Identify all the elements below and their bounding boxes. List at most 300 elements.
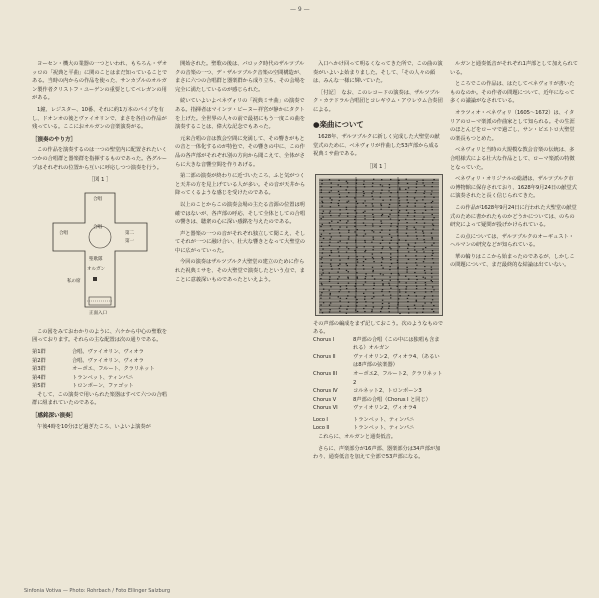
note-mark [391,272,392,273]
note-mark [346,222,347,223]
note-mark [323,302,324,303]
note-mark [389,203,390,204]
note-mark [422,305,423,306]
text-column-3 [313,60,443,580]
note-mark [390,218,391,219]
note-mark [423,276,424,277]
note-mark [320,309,321,310]
note-mark [340,220,341,221]
note-mark [338,202,339,203]
note-mark [382,274,383,275]
note-mark [423,235,424,236]
note-mark [373,236,374,237]
note-mark [424,222,425,223]
note-mark [405,288,406,289]
note-mark [363,190,364,191]
list-item-value: 8声部の合唱（Chorus I と同じ） [353,396,431,403]
note-mark [338,264,339,265]
note-mark [330,250,331,251]
note-mark [321,241,322,242]
note-mark [364,200,365,201]
note-mark [405,275,406,276]
note-mark [363,192,364,193]
note-mark [431,202,432,203]
note-mark [407,305,408,306]
note-mark [340,297,341,298]
note-mark [320,186,321,187]
note-mark [329,233,330,234]
label-organ: オルガン [87,266,105,272]
note-mark [390,253,391,254]
note-mark [365,289,366,290]
note-mark [389,184,390,185]
note-mark [372,223,373,224]
note-mark [416,300,417,301]
note-mark [416,285,417,286]
note-mark [330,210,331,211]
note-mark [365,224,366,225]
note-mark [365,281,366,282]
list-item-key: Chorus VI [313,405,338,412]
note-mark [346,201,347,202]
note-mark [329,212,330,213]
note-mark [414,215,415,216]
note-mark [348,200,349,201]
note-mark [390,248,391,249]
note-mark [422,182,423,183]
note-mark [425,255,426,256]
note-mark [322,248,323,249]
note-mark [372,195,373,196]
paragraph: 1鐘、レジスター、10番、それに約1万本のパイプを有し、ドオンオの後とヴァイオリンで、まさを各自の作品が残っている。ここにおオルガンの音楽演奏がる。 [32,106,167,131]
page-number: — 9 — [290,6,310,13]
note-mark [348,192,349,193]
list-item-key: Chorus IV [313,388,338,395]
note-mark [424,295,425,296]
note-mark [397,231,398,232]
note-mark [415,242,416,243]
note-mark [331,268,332,269]
list-item-key: Chorus II [313,353,336,360]
note-mark [348,291,349,292]
note-mark [339,291,340,292]
note-mark [422,230,423,231]
note-mark [348,231,349,232]
label-choir-center: 合唱 [93,224,102,230]
note-mark [363,268,364,269]
paragraph: ヨーセン・機大の業器の一つといわれ、もちろん・ザオッロの「祝典と平曲」に関のことはまだ知っていることである。当時の内からの作品を使った、サンカプルのオルガン製作者クリストフ・ユーゲンの重要としてベレガンの用がある。 [32,61,168,102]
note-mark [321,233,322,234]
note-mark [371,192,372,193]
note-mark [372,256,373,257]
note-mark [416,299,417,300]
note-mark [416,200,417,201]
paragraph: そして、この演奏で用いられた楽器はすべて六つの合唱群に組まれていたのである。 [32,391,167,407]
list-item [313,387,443,396]
note-mark [372,205,373,206]
note-mark [432,281,433,282]
note-mark [322,216,323,217]
list-item-key: 第1群 [32,348,46,355]
note-mark [364,230,365,231]
note-mark [414,210,415,211]
note-mark [391,239,392,240]
note-mark [339,193,340,194]
list-item [32,382,168,391]
note-mark [339,310,340,311]
note-mark [363,292,364,293]
note-mark [373,306,374,307]
note-mark [372,249,373,250]
note-mark [415,202,416,203]
note-mark [381,252,382,253]
note-mark [365,305,366,306]
note-mark [416,235,417,236]
note-mark [431,276,432,277]
note-mark [425,246,426,247]
note-mark [433,289,434,290]
note-mark [382,284,383,285]
note-mark [382,213,383,214]
note-mark [408,294,409,295]
note-mark [365,276,366,277]
note-mark [399,210,400,211]
note-mark [339,226,340,227]
note-mark [346,251,347,252]
note-mark [330,259,331,260]
note-mark [388,307,389,308]
note-mark [416,183,417,184]
note-mark [365,258,366,259]
note-mark [415,255,416,256]
note-mark [397,285,398,286]
note-mark [338,276,339,277]
note-mark [338,228,339,229]
note-mark [322,202,323,203]
note-mark [339,255,340,256]
list-item-key: 第3群 [32,366,46,373]
note-mark [380,184,381,185]
note-mark [389,187,390,188]
note-mark [347,220,348,221]
note-mark [357,277,358,278]
note-mark [372,185,373,186]
note-mark [382,258,383,259]
note-mark [431,308,432,309]
note-mark [331,252,332,253]
paragraph: さらに、声楽部分が16声部、器楽部分は34声部が加わり、通奏低音を加えて全部で53声部になる。 [313,445,441,461]
voicing-list [313,336,443,413]
note-mark [347,215,348,216]
note-mark [414,292,415,293]
note-mark [322,252,323,253]
note-mark [354,285,355,286]
list-item [32,357,168,366]
note-mark [321,245,322,246]
note-mark [405,218,406,219]
note-mark [363,180,364,181]
note-mark [329,309,330,310]
note-mark [356,256,357,257]
note-mark [329,244,330,245]
paragraph: 開始された。聖歌の後は、バロック時代のザルツブルクの音楽の一つ、デ・ザルツブルク音楽の空間構造が、まさに六つの合唱群と器楽群から成り立ち、その会場を完全に満たしているのが感じられた。 [175,61,305,93]
list-item [313,353,443,370]
paragraph: 元来合唱の音は教会空間に充満して、その響きがもとの音と一体化するのが特色で、その響きの中に、この作品の各声部がそれぞれ別の方向から聞こえて、全体がさらに大きな音響空間を作りあげる。 [175,135,305,168]
note-mark [357,310,358,311]
note-mark [329,280,330,281]
note-mark [356,234,357,235]
note-mark [388,282,389,283]
note-mark [364,215,365,216]
list-item-key: Chorus V [313,396,337,403]
note-mark [331,186,332,187]
note-mark [399,312,400,313]
note-mark [415,268,416,269]
note-mark [433,262,434,263]
note-mark [357,276,358,277]
note-mark [364,246,365,247]
note-mark [433,304,434,305]
note-mark [399,246,400,247]
note-mark [432,299,433,300]
note-mark [321,292,322,293]
note-mark [346,246,347,247]
note-mark [346,269,347,270]
note-mark [382,239,383,240]
note-mark [416,275,417,276]
paragraph: オラツィオ・ベネヴォリ（1605〜1672）は、イタリアのローマ楽派の作曲家として知られる。その生涯のほとんどをローマで過ごし、サン・ピエトロ大聖堂の楽長もつとめた。 [450,109,575,142]
note-mark [398,274,399,275]
note-mark [431,279,432,280]
note-mark [399,219,400,220]
note-mark [321,282,322,283]
note-mark [346,242,347,243]
list-item-value: トロンボーン、ファゴット [72,383,134,390]
note-mark [330,197,331,198]
note-mark [354,249,355,250]
note-mark [414,197,415,198]
note-mark [432,228,433,229]
paragraph: 声と器楽の一つの音がそれぞれ独立して聞こえ、そしてそれが一つに融け合い、壮大な響きとなって大聖堂の中に広がっていった。 [175,230,306,254]
note-mark [424,206,425,207]
note-mark [363,202,364,203]
note-mark [398,179,399,180]
paragraph: 今回の演奏はザルツブルク大聖堂の建立のために作られた祝典ミサを、その大聖堂で演奏したという点で、まことに意義深いものであったといえよう。 [175,259,305,283]
note-mark [381,264,382,265]
note-mark [407,301,408,302]
note-mark [422,311,423,312]
note-mark [348,236,349,237]
note-mark [380,273,381,274]
note-mark [339,307,340,308]
note-mark [321,218,322,219]
note-mark [432,209,433,210]
note-mark [391,236,392,237]
note-mark [405,291,406,292]
note-mark [329,254,330,255]
note-mark [346,189,347,190]
note-mark [320,304,321,305]
note-mark [399,187,400,188]
note-mark [339,268,340,269]
note-mark [388,302,389,303]
note-mark [389,233,390,234]
note-mark [363,264,364,265]
list-item-value: トランペット、ティンパニ [353,425,415,432]
note-mark [432,250,433,251]
label-my-seat: 私の席 [67,278,81,284]
note-mark [422,179,423,180]
note-mark [399,281,400,282]
note-mark [424,269,425,270]
note-mark [425,281,426,282]
note-mark [329,276,330,277]
note-mark [364,310,365,311]
note-mark [389,311,390,312]
note-mark [382,185,383,186]
note-mark [431,236,432,237]
note-mark [364,210,365,211]
list-item [313,396,443,405]
note-mark [423,192,424,193]
note-mark [372,253,373,254]
note-mark [424,302,425,303]
note-mark [415,262,416,263]
note-mark [346,285,347,286]
note-mark [380,208,381,209]
note-mark [373,238,374,239]
note-mark [423,308,424,309]
note-mark [331,265,332,266]
note-mark [406,222,407,223]
list-item [32,348,168,357]
paragraph: 午後4時を10分ほど過ぎたころ、いよいよ演奏が [37,423,151,430]
note-mark [373,284,374,285]
note-mark [329,179,330,180]
note-mark [416,312,417,313]
note-mark [390,279,391,280]
note-mark [382,302,383,303]
paragraph: ベネヴォリ・オリジナルの総譜は、ザルツブルク市の博物館に保存されており、1628年9月24日の献堂式に演奏されたと長く信じられてきた。 [450,176,577,200]
note-mark [416,186,417,187]
list-item-value: ヴァイオリン2、ヴィオラ4 [353,405,417,412]
note-mark [407,202,408,203]
note-mark [431,232,432,233]
note-mark [348,301,349,302]
note-mark [372,302,373,303]
note-mark [329,238,330,239]
paragraph: この作品が1628年9月24日に行われた大聖堂の献堂式のために書かれたものかどうかについては、のちの研究によって疑問が投げかけられている。 [450,204,577,229]
note-mark [363,183,364,184]
note-mark [372,225,373,226]
note-mark [338,205,339,206]
note-mark [364,218,365,219]
note-mark [320,294,321,295]
note-mark [399,295,400,296]
note-mark [339,300,340,301]
paragraph: ルガンと通奏低音がそれぞれ1声部として加えられている。 [450,61,578,76]
list-item [313,336,443,353]
note-mark [339,259,340,260]
note-mark [364,186,365,187]
note-mark [329,304,330,305]
note-mark [321,256,322,257]
note-mark [329,311,330,312]
note-mark [406,228,407,229]
note-mark [346,312,347,313]
note-mark [338,215,339,216]
note-mark [433,196,434,197]
note-mark [390,199,391,200]
note-mark [391,209,392,210]
note-mark [347,186,348,187]
note-mark [365,205,366,206]
score-caption: その声部の編成をまず記しておこう。次のようなものである。 [313,320,443,335]
note-mark [382,279,383,280]
note-mark [424,190,425,191]
note-mark [399,205,400,206]
note-mark [408,187,409,188]
list-item-key: 第2群 [32,357,46,364]
label-front-entrance: 正面入口 [89,310,107,316]
note-mark [337,271,338,272]
note-mark [372,190,373,191]
note-mark [432,252,433,253]
note-mark [339,213,340,214]
list-item [313,424,443,433]
note-mark [389,242,390,243]
note-mark [365,278,366,279]
list-item [313,416,443,425]
note-mark [322,212,323,213]
text-column-4 [450,60,578,580]
note-mark [371,311,372,312]
note-mark [381,222,382,223]
note-mark [433,179,434,180]
note-mark [425,284,426,285]
note-mark [389,195,390,196]
note-mark [380,203,381,204]
note-mark [337,221,338,222]
note-mark [331,236,332,237]
note-mark [371,309,372,310]
note-mark [373,231,374,232]
note-mark [348,258,349,259]
note-mark [389,276,390,277]
note-mark [399,200,400,201]
score-facsimile-image [315,174,443,316]
note-mark [373,216,374,217]
note-mark [399,189,400,190]
note-mark [373,246,374,247]
figure-title: ［図 1 ］ [88,177,112,184]
note-mark [339,196,340,197]
note-mark [424,241,425,242]
note-mark [432,182,433,183]
label-chancel: 聖歌隊 [89,256,103,262]
photo-credit: Sinfonia Votiva — Photo: Rohrbach / Foto Ellinger Salzburg [24,588,170,594]
note-mark [340,289,341,290]
note-mark [354,218,355,219]
paragraph: 続いていよいよベネヴォリの「祝典ミサ曲」の演奏である。指揮者はマインツ・ビーヌー祥宮が静かにタクトを上げた。全世界の人々の前で最初にもう一度この曲を演奏することは、偉大な記念でもあった。 [175,98,305,131]
note-mark [347,305,348,306]
paragraph: 華の輪りはここから始まったのであるが、しかしこの問題について、まだ最終的な結論は出ていない。 [450,253,575,269]
note-mark [346,308,347,309]
note-mark [357,202,358,203]
note-mark [433,311,434,312]
note-mark [407,191,408,192]
note-mark [347,264,348,265]
